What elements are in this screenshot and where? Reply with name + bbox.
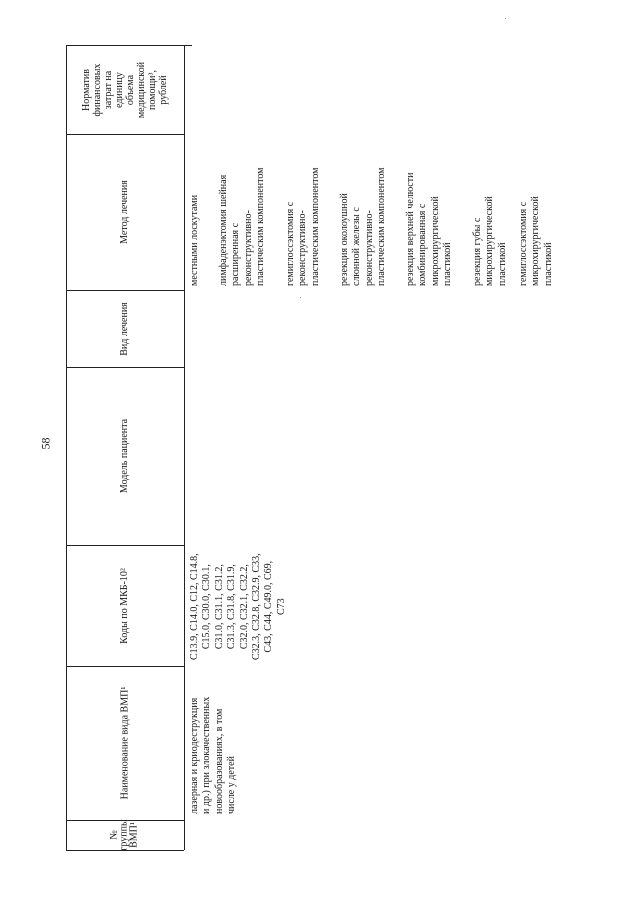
method-item: резекция околоушной слюнной железы с реконструктивно- пластическим компонентом	[339, 167, 388, 286]
header-cost-norm	[66, 45, 184, 134]
cell-vmp-name: лазерная и криодеструкция и др.) при злокачественных новообразованиях, в том числе у детей	[189, 696, 238, 814]
method-item: резекция верхней челюсти комбинированная с микрохирургической пластикой	[405, 172, 454, 286]
scan-speck	[300, 297, 301, 298]
method-item: гемиглоссэктомия с микрохирургической пластикой	[518, 196, 554, 286]
method-item: гемиглоссэктомия с реконструктивно- пластическим компонентом	[285, 167, 321, 286]
header-mkb-codes-text: Коды по МКБ-10²	[119, 567, 130, 644]
header-divider	[184, 45, 185, 850]
header-treatment-type	[66, 290, 184, 367]
header-patient-model-text: Модель пациента	[119, 418, 130, 494]
method-item: резекция губы с микрохирургической пластикой	[472, 196, 508, 286]
page-number: 58	[38, 437, 53, 450]
method-item: лимфаденэктомия шейная расширенная с реконструктивно- пластическим компонентом	[218, 167, 267, 286]
header-treatment-method-text: Метод лечения	[119, 180, 130, 244]
header-patient-model	[66, 367, 184, 545]
header-group-no-text: № группы ВМП¹	[109, 819, 140, 851]
header-group-no	[66, 820, 184, 850]
method-item: местными лоскутами	[189, 194, 200, 286]
scan-speck	[505, 18, 506, 19]
header-treatment-method	[66, 134, 184, 290]
header-cost-norm-text: Норматив финансовых затрат на единицу объема медицинской помощи³, рублей	[81, 61, 169, 118]
header-vmp-name-text: Наименование вида ВМП¹	[119, 686, 130, 800]
cell-mkb-codes: C13.9, C14.0, C12, C14.8, C15.0, C30.0, C30.1, C31.0, C31.1, C31.2, C31.3, C31.8, C31.9, C32.0, C32.1, C32.2, C32.3, C32.8, C32.9, C33, C43, C44, C49.0, C69, C73	[189, 553, 287, 660]
header-treatment-type-text: Вид лечения	[119, 301, 130, 356]
header-mkb-codes	[66, 545, 184, 666]
header-vmp-name	[66, 666, 184, 820]
